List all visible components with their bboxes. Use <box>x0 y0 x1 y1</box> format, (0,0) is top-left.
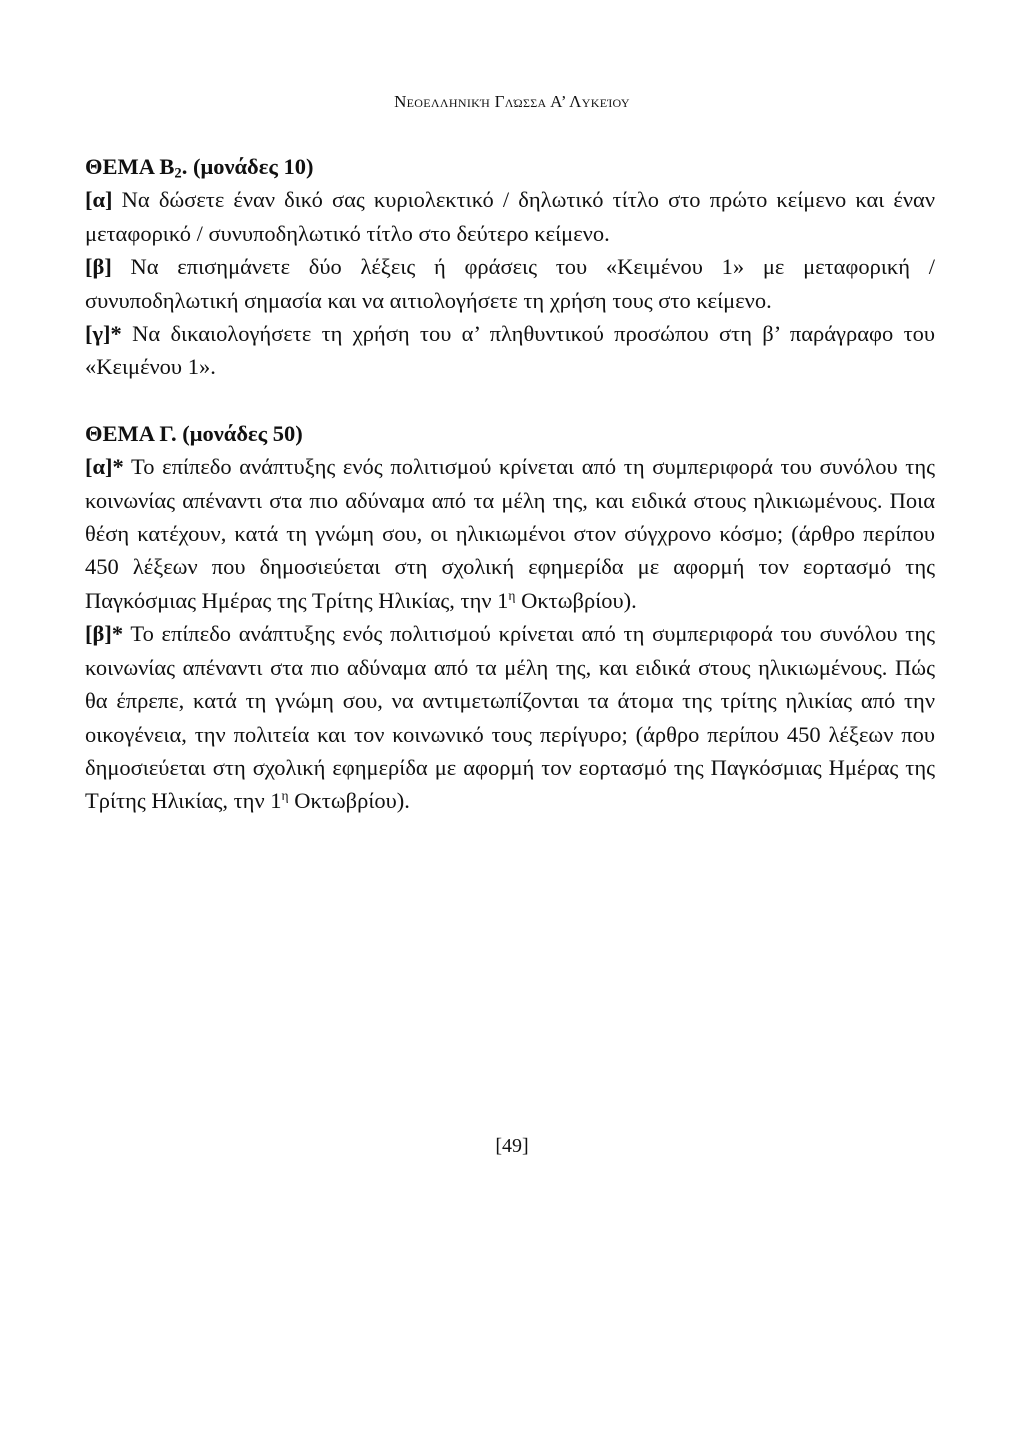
ordinal-superscript: η <box>508 587 516 603</box>
question-text-tail: Οκτωβρίου). <box>288 788 410 814</box>
section-title-b2 <box>85 150 935 183</box>
question-text: Να επισημάνετε δύο λέξεις ή φράσεις του «Κειμένου 1» με μεταφορική / συνυποδηλωτική σημασία και να αιτιολογήσετε τη χρήση τους στο κείμενο. <box>85 254 935 313</box>
section-title-b2-sub: 2 <box>174 165 182 182</box>
question-c-a <box>85 450 935 617</box>
question-b2-b <box>85 250 935 317</box>
section-title-b2-post: . (μονάδες 10) <box>181 154 314 179</box>
section-spacer <box>85 384 935 417</box>
ordinal-superscript: η <box>281 788 289 804</box>
question-label: [γ]* <box>85 321 122 347</box>
question-label: [β] <box>85 254 112 280</box>
section-title-b2-pre: ΘΕΜΑ Β <box>85 154 175 179</box>
question-label: [α] <box>85 187 113 213</box>
question-text: Το επίπεδο ανάπτυξης ενός πολιτισμού κρίνεται από τη συμπεριφορά του συνόλου της κοινωνίας απέναντι στα πιο αδύναμα από τα μέλη της, και ειδικά στους ηλικιωμένους. Πώς θα έπρεπε, κατά τη γνώμη σου, να αντιμετωπίζονται τα άτομα της τρίτης ηλικίας από την οικογένεια, την πολιτεία και τον κοινωνικό τους περίγυρο; (άρθρο περίπου 450 λέξεων που δημοσιεύεται στη σχολική εφημερίδα με αφορμή τον εορτασμό της Παγκόσμιας Ημέρας της Τρίτης Ηλικίας, την 1 <box>85 621 935 814</box>
question-text: Να δικαιολογήσετε τη χρήση του α’ πληθυντικού προσώπου στη β’ παράγραφο του «Κειμένου 1». <box>85 321 935 380</box>
question-c-b <box>85 617 935 817</box>
question-text-tail: Οκτωβρίου). <box>515 587 637 613</box>
page-number: [49] <box>495 1135 529 1157</box>
running-header: Νεοελληνική Γλώσσα Α’ Λυκείου <box>394 92 630 111</box>
question-b2-c <box>85 317 935 384</box>
section-title-c: ΘΕΜΑ Γ. (μονάδες 50) <box>85 420 303 446</box>
question-b2-a <box>85 183 935 250</box>
question-label: [α]* <box>85 454 124 480</box>
question-text: Να δώσετε έναν δικό σας κυριολεκτικό / δηλωτικό τίτλο στο πρώτο κείμενο και έναν μεταφορικό / συνυποδηλωτικό τίτλο στο δεύτερο κείμενο. <box>85 187 935 246</box>
question-label: [β]* <box>85 621 124 647</box>
page-content <box>85 150 935 818</box>
question-text: Το επίπεδο ανάπτυξης ενός πολιτισμού κρίνεται από τη συμπεριφορά του συνόλου της κοινωνίας απέναντι στα πιο αδύναμα από τα μέλη της, και ειδικά στους ηλικιωμένους. Ποια θέση κατέχουν, κατά τη γνώμη σου, οι ηλικιωμένοι στον σύγχρονο κόσμο; (άρθρο περίπου 450 λέξεων που δημοσιεύεται στη σχολική εφημερίδα με αφορμή τον εορτασμό της Παγκόσμιας Ημέρας της Τρίτης Ηλικίας, την 1 <box>85 454 935 613</box>
